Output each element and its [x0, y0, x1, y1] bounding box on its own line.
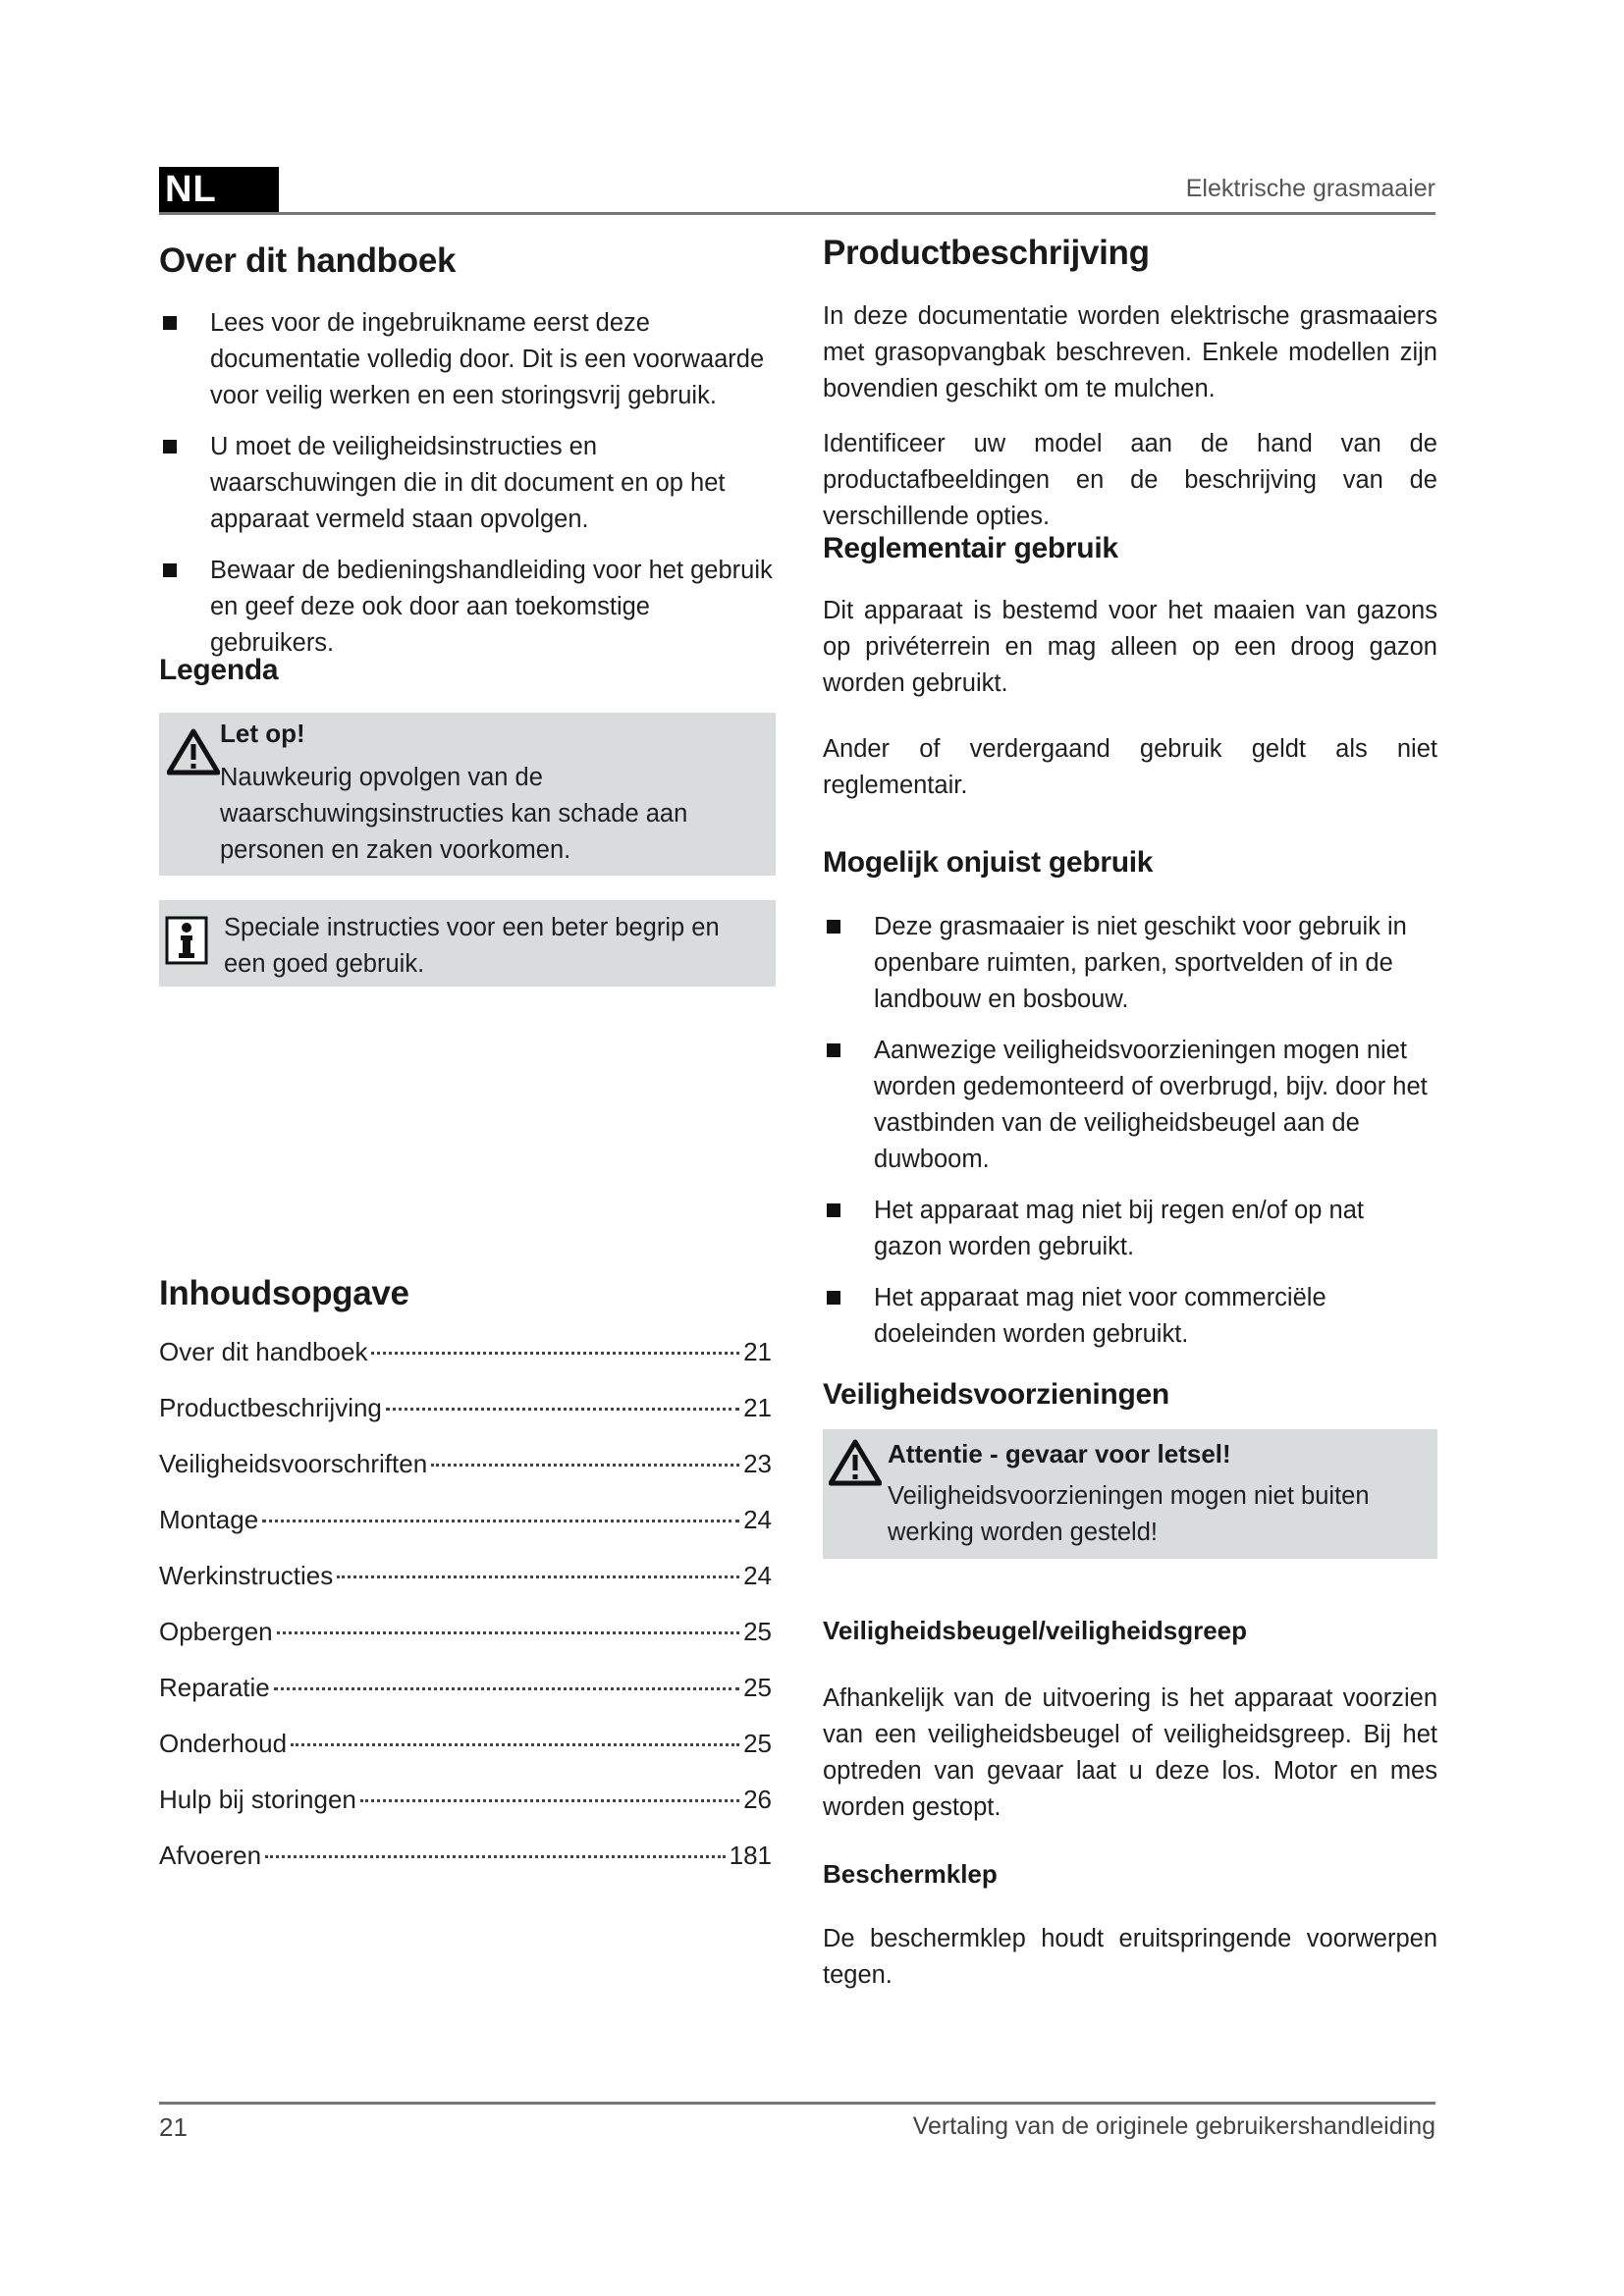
section-title-misuse: Mogelijk onjuist gebruik	[823, 846, 1154, 879]
attention-text: Veiligheidsvoorzieningen mogen niet buiten werking worden gesteld!	[888, 1482, 1370, 1546]
bullet-icon	[827, 920, 840, 934]
toc-entry[interactable]: Montage 24	[159, 1505, 772, 1534]
caution-text: Nauwkeurig opvolgen van de waarschuwingsinstructies kan schade aan personen en zaken voorkomen.	[220, 764, 688, 864]
beugel-paragraph: Afhankelijk van de uitvoering is het apparaat voorzien van een veiligheidsbeugel of veiligheidsgreep. Bij het optreden van gevaar laat u deze los. Motor en mes worden gestopt.	[823, 1684, 1437, 1821]
misuse-list	[823, 909, 1437, 1367]
section-title-safety: Veiligheidsvoorzieningen	[823, 1378, 1169, 1411]
list-item: Aanwezige veiligheidsvoorzieningen mogen niet worden gedemonteerd of overbrugd, bijv. door het vastbinden van de veiligheidsbeugel aan de duwboom.	[823, 1033, 1437, 1178]
page-header	[159, 167, 1435, 214]
klep-paragraph: De beschermklep houdt eruitspringende voorwerpen tegen.	[823, 1925, 1437, 1989]
table-of-contents	[159, 1337, 776, 1887]
header-title: Elektrische grasmaaier	[1185, 175, 1435, 202]
language-tag: NL	[159, 167, 279, 212]
toc-entry[interactable]: Veiligheidsvoorschriften 23	[159, 1449, 772, 1478]
warning-triangle-icon	[167, 728, 220, 775]
info-text: Speciale instructies voor een beter begrip en een goed gebruik.	[224, 914, 720, 978]
toc-entry[interactable]: Hulp bij storingen 26	[159, 1785, 772, 1814]
bullet-icon	[827, 1043, 840, 1057]
toc-entry[interactable]: Opbergen 25	[159, 1617, 772, 1646]
info-icon	[165, 916, 208, 965]
caution-title: Let op!	[220, 719, 305, 748]
list-item: U moet de veiligheidsinstructies en waarschuwingen die in dit document en op het apparaat vermeld staan opvolgen.	[159, 429, 776, 538]
attention-box	[823, 1429, 1437, 1559]
info-box	[159, 900, 776, 987]
list-item: Lees voor de ingebruikname eerst deze documentatie volledig door. Dit is een voorwaarde voor veilig werken en een storingsvrij gebruik.	[159, 305, 776, 414]
page-number: 21	[159, 2112, 188, 2142]
reglementair-paragraph-2: Ander of verdergaand gebruik geldt als niet reglementair.	[823, 735, 1437, 799]
attention-title: Attentie - gevaar voor letsel!	[888, 1439, 1231, 1468]
warning-triangle-icon	[829, 1439, 882, 1486]
list-item: Het apparaat mag niet bij regen en/of op nat gazon worden gebruikt.	[823, 1193, 1437, 1265]
bullet-icon	[163, 316, 177, 330]
list-item: Bewaar de bedieningshandleiding voor het gebruik en geef deze ook door aan toekomstige gebruikers.	[159, 553, 776, 662]
list-item: Het apparaat mag niet voor commerciële doeleinden worden gebruikt.	[823, 1280, 1437, 1353]
bullet-icon	[163, 563, 177, 577]
toc-entry[interactable]: Over dit handboek 21	[159, 1337, 772, 1366]
section-title-over: Over dit handboek	[159, 241, 457, 280]
subsection-title-beugel: Veiligheidsbeugel/veiligheidsgreep	[823, 1616, 1248, 1645]
toc-entry[interactable]: Onderhoud 25	[159, 1729, 772, 1758]
section-title-toc: Inhoudsopgave	[159, 1274, 409, 1312]
section-title-legenda: Legenda	[159, 654, 279, 686]
footer-text: Vertaling van de originele gebruikershandleiding	[912, 2112, 1435, 2140]
bullet-icon	[827, 1203, 840, 1217]
bullet-icon	[163, 440, 177, 454]
section-title-product: Productbeschrijving	[823, 234, 1150, 272]
reglementair-paragraph-1: Dit apparaat is bestemd voor het maaien van gazons op privéterrein en mag alleen op een droog gazon worden gebruikt.	[823, 597, 1437, 697]
footer-rule	[159, 2102, 1435, 2105]
product-paragraph-2: Identificeer uw model aan de hand van de productafbeeldingen en de beschrijving van de verschillende opties.	[823, 430, 1437, 530]
toc-entry[interactable]: Afvoeren 181	[159, 1841, 772, 1870]
section-title-reglementair: Reglementair gebruik	[823, 532, 1118, 564]
product-paragraph-1: In deze documentatie worden elektrische grasmaaiers met grasopvangbak beschreven. Enkele modellen zijn bovendien geschikt om te mulchen.	[823, 302, 1437, 402]
list-item: Deze grasmaaier is niet geschikt voor gebruik in openbare ruimten, parken, sportvelden of in de landbouw en bosbouw.	[823, 909, 1437, 1018]
toc-entry[interactable]: Productbeschrijving 21	[159, 1393, 772, 1422]
toc-entry[interactable]: Werkinstructies 24	[159, 1561, 772, 1590]
over-list	[159, 305, 776, 676]
header-rule	[159, 212, 1435, 215]
subsection-title-klep: Beschermklep	[823, 1859, 998, 1889]
toc-entry[interactable]: Reparatie 25	[159, 1673, 772, 1702]
bullet-icon	[827, 1291, 840, 1305]
caution-box	[159, 713, 776, 876]
